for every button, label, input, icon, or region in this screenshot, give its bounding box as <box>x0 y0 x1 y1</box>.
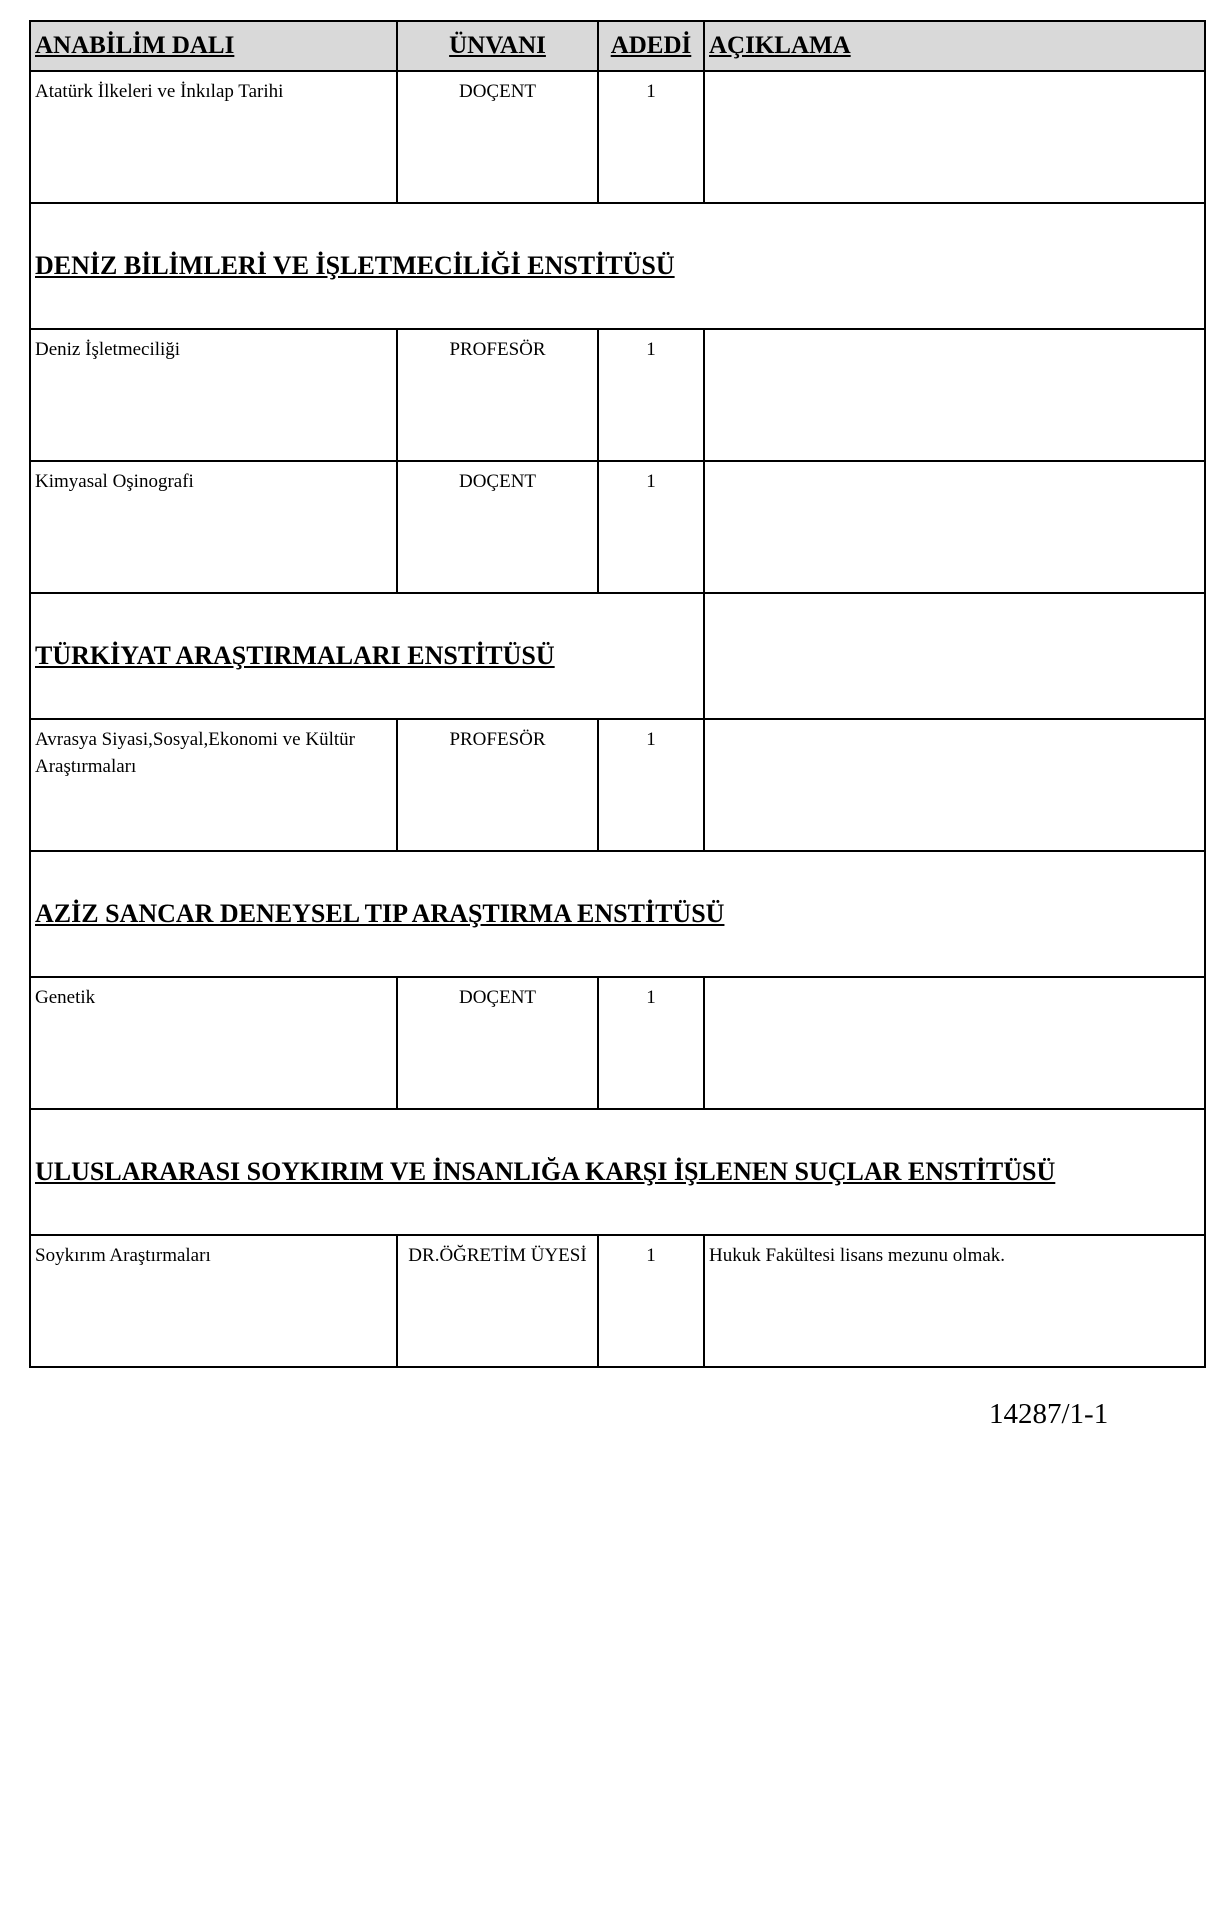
note-cell <box>704 977 1205 1109</box>
title-cell: DOÇENT <box>397 977 598 1109</box>
section-row <box>30 593 1205 719</box>
count-cell: 1 <box>598 719 704 851</box>
title-cell: DOÇENT <box>397 71 598 203</box>
dept-cell: Atatürk İlkeleri ve İnkılap Tarihi <box>30 71 397 203</box>
count-cell: 1 <box>598 71 704 203</box>
title-cell: DOÇENT <box>397 461 598 593</box>
table-row <box>30 71 1205 203</box>
section-row <box>30 203 1205 329</box>
count-cell: 1 <box>598 329 704 461</box>
dept-cell: Kimyasal Oşinografi <box>30 461 397 593</box>
table-row <box>30 461 1205 593</box>
note-cell <box>704 719 1205 851</box>
section-title-deniz: DENİZ BİLİMLERİ VE İŞLETMECİLİĞİ ENSTİTÜSÜ <box>35 251 675 280</box>
table-header-row <box>30 21 1205 71</box>
header-anabilim-dali: ANABİLİM DALI <box>30 21 397 71</box>
faculty-positions-table <box>29 20 1206 1368</box>
count-cell: 1 <box>598 977 704 1109</box>
title-cell: PROFESÖR <box>397 719 598 851</box>
note-cell <box>704 461 1205 593</box>
table-row <box>30 329 1205 461</box>
dept-cell: Genetik <box>30 977 397 1109</box>
dept-cell: Soykırım Araştırmaları <box>30 1235 397 1367</box>
note-cell <box>704 71 1205 203</box>
title-cell: DR.ÖĞRETİM ÜYESİ <box>397 1235 598 1367</box>
title-cell: PROFESÖR <box>397 329 598 461</box>
table-row <box>30 977 1205 1109</box>
section-row <box>30 1109 1205 1235</box>
section-row <box>30 851 1205 977</box>
table-row <box>30 719 1205 851</box>
table-row <box>30 1235 1205 1367</box>
empty-cell <box>704 593 1205 719</box>
section-title-aziz-sancar: AZİZ SANCAR DENEYSEL TIP ARAŞTIRMA ENSTİTÜSÜ <box>35 899 725 928</box>
section-title-soykirim: ULUSLARARASI SOYKIRIM VE İNSANLIĞA KARŞI İŞLENEN SUÇLAR ENSTİTÜSÜ <box>35 1157 1056 1186</box>
page-number: 14287/1-1 <box>989 1398 1109 1430</box>
header-adedi: ADEDİ <box>598 21 704 71</box>
header-aciklama: AÇIKLAMA <box>704 21 1205 71</box>
count-cell: 1 <box>598 1235 704 1367</box>
note-cell <box>704 329 1205 461</box>
dept-cell: Deniz İşletmeciliği <box>30 329 397 461</box>
note-cell: Hukuk Fakültesi lisans mezunu olmak. <box>704 1235 1205 1367</box>
dept-cell: Avrasya Siyasi,Sosyal,Ekonomi ve Kültür Araştırmaları <box>30 719 397 851</box>
section-title-turkiyat: TÜRKİYAT ARAŞTIRMALARI ENSTİTÜSÜ <box>35 641 555 670</box>
count-cell: 1 <box>598 461 704 593</box>
header-unvani: ÜNVANI <box>397 21 598 71</box>
